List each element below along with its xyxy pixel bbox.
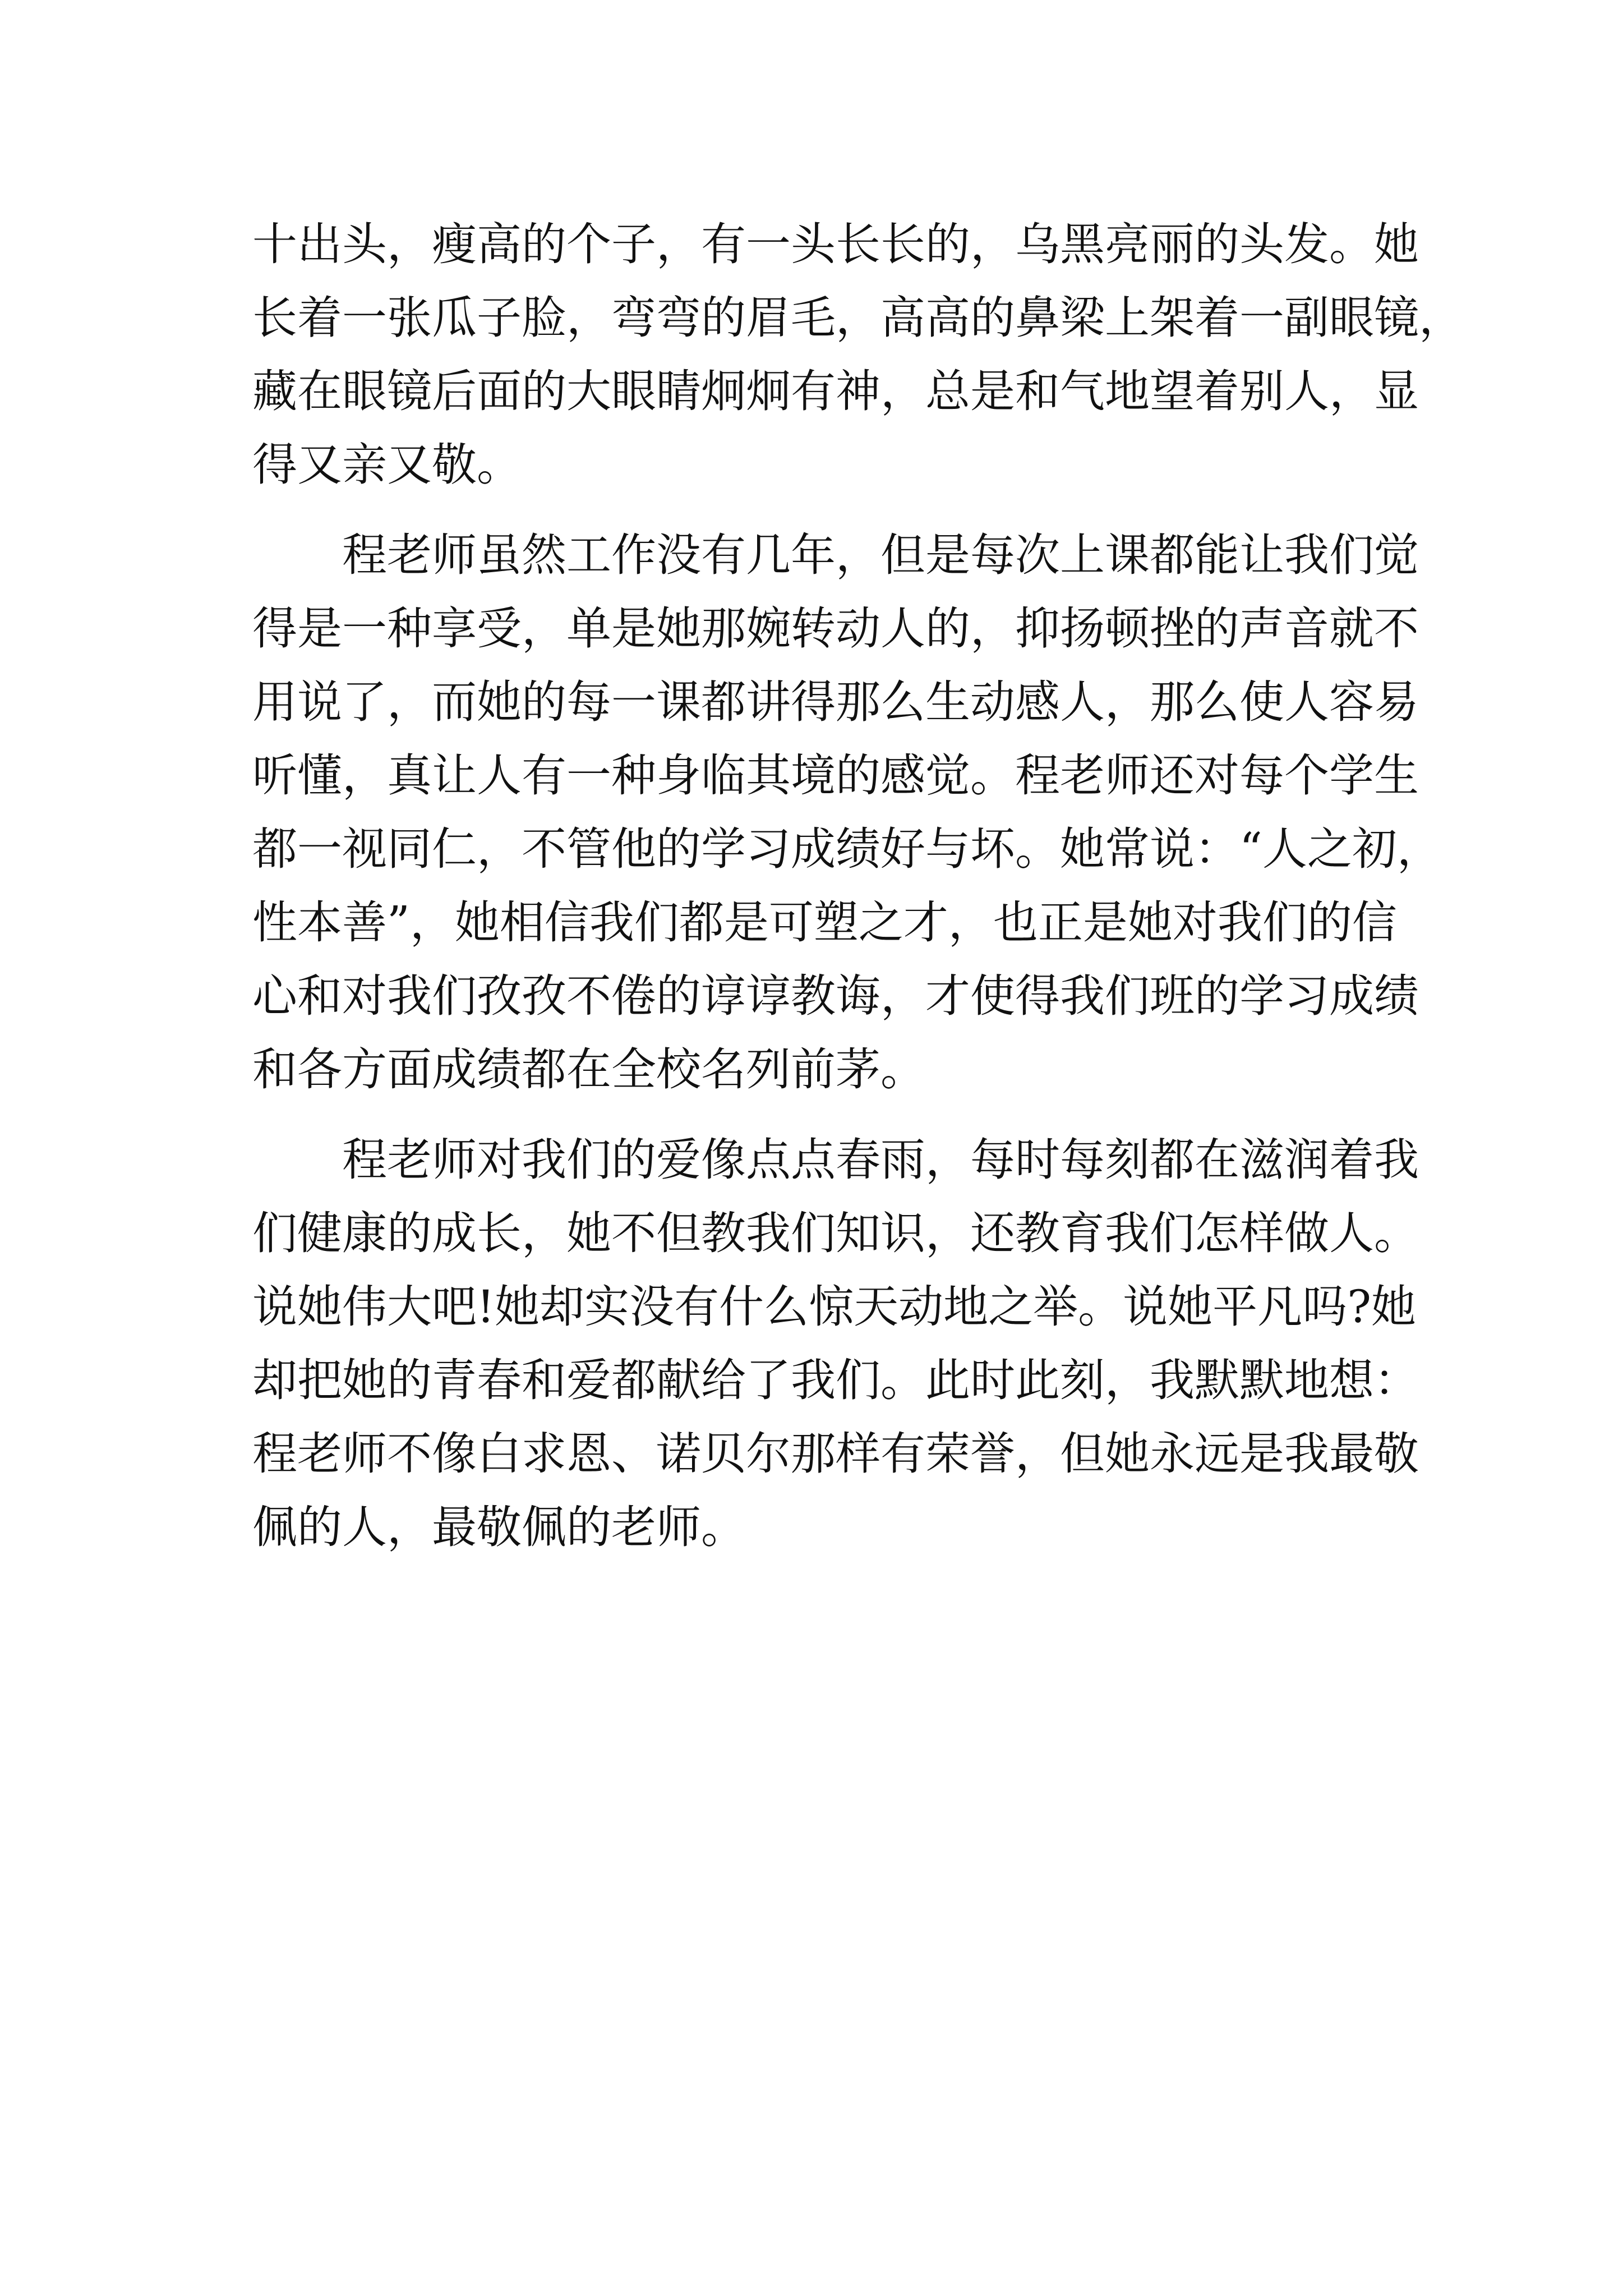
text-line: 都一视同仁，不管他的学习成绩好与坏。她常说：“人之初， — [252, 823, 1442, 875]
text-line: 十出头，瘦高的个子，有一头长长的，乌黑亮丽的头发。她 — [252, 218, 1419, 270]
text-line: 程老师不像白求恩、诺贝尔那样有荣誉，但她永远是我最敬 — [252, 1428, 1419, 1480]
text-line: 佩的人，最敬佩的老师。 — [252, 1501, 746, 1553]
text-line: 程老师虽然工作没有几年，但是每次上课都能让我们觉 — [342, 529, 1419, 581]
text-line: 性本善”，她相信我们都是可塑之才，也正是她对我们的信 — [252, 896, 1397, 949]
text-line: 长着一张瓜子脸，弯弯的眉毛，高高的鼻梁上架着一副眼镜， — [252, 292, 1464, 344]
text-line: 说她伟大吧!她却实没有什么惊天动地之举。说她平凡吗?她 — [252, 1281, 1417, 1333]
text-line: 藏在眼镜后面的大眼睛炯炯有神，总是和气地望着别人，显 — [252, 365, 1419, 417]
text-line: 得又亲又敬。 — [252, 439, 522, 491]
text-line: 却把她的青春和爱都献给了我们。此时此刻，我默默地想： — [252, 1354, 1419, 1406]
paragraph-2 — [252, 518, 1442, 1106]
paragraph-3 — [252, 1123, 1419, 1564]
paragraph-1 — [252, 208, 1464, 501]
text-line: 用说了，而她的每一课都讲得那么生动感人，那么使人容易 — [252, 676, 1419, 728]
text-line: 和各方面成绩都在全校名列前茅。 — [252, 1043, 925, 1096]
text-line: 听懂，真让人有一种身临其境的感觉。程老师还对每个学生 — [252, 749, 1419, 802]
text-line: 程老师对我们的爱像点点春雨，每时每刻都在滋润着我 — [342, 1134, 1419, 1186]
text-line: 们健康的成长，她不但教我们知识，还教育我们怎样做人。 — [252, 1207, 1419, 1259]
body-text — [252, 208, 1464, 1564]
text-line: 心和对我们孜孜不倦的谆谆教诲，才使得我们班的学习成绩 — [252, 970, 1419, 1022]
text-line: 得是一种享受，单是她那婉转动人的，抑扬顿挫的声音就不 — [252, 602, 1419, 655]
